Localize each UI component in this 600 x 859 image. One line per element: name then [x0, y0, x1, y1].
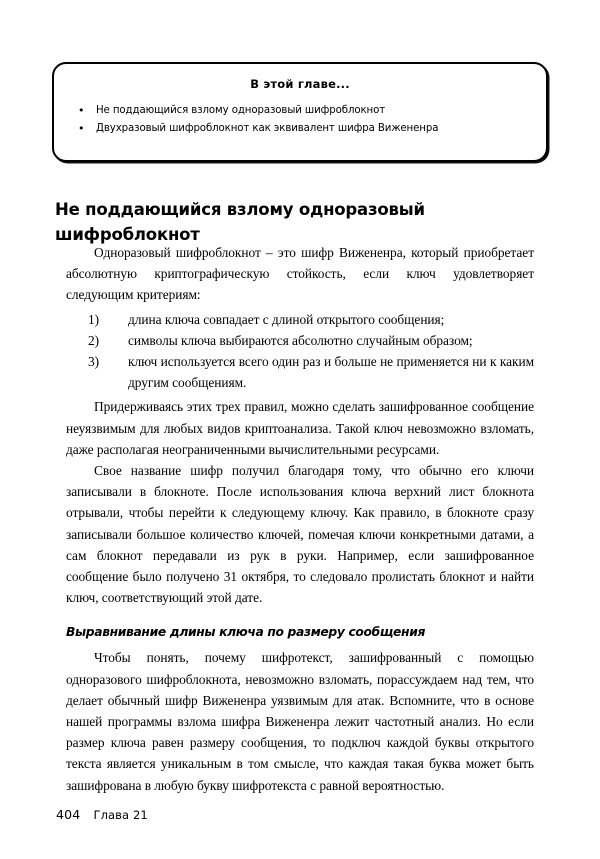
list-item [66, 351, 534, 393]
callout-title: В этой главе... [250, 77, 350, 91]
list-item [66, 309, 534, 330]
page-number: 404 [56, 807, 81, 822]
bullet-icon: • [78, 104, 85, 117]
list-marker: 3) [88, 354, 100, 370]
page-title: Не поддающийся взлому одноразовый шифроблокнот [55, 200, 425, 245]
list-item [78, 102, 546, 120]
list-item-label: символы ключа выбираются абсолютно случайным образом; [128, 332, 473, 348]
criteria-list [66, 309, 534, 394]
callout-topic-list [54, 102, 546, 138]
list-item-label: длина ключа совпадает с длиной открытого сообщения; [128, 311, 445, 327]
list-item-label: ключ используется всего один раз и больше не применяется ни к каким другим сообщениям. [128, 354, 534, 391]
chapter-callout-box [52, 62, 548, 162]
list-marker: 2) [88, 332, 100, 348]
subsection-heading: Выравнивание длины ключа по размеру сообщения [66, 625, 426, 640]
bullet-icon: • [78, 122, 85, 135]
callout-item-label: Не поддающийся взлому одноразовый шифроблокнот [96, 105, 386, 116]
paragraph-origin: Свое название шифр получил благодаря тому, что обычно его ключи записывали в блокноте. После использования ключа верхний лист блокнота отрывали, чтобы перейти к следующему ключу. Как правило, в блокноте сразу записывали большое количество ключей, помечая ключи конкретными датами, а сам блокнот передавали из рук в руки. Например, если зашифрованное сообщение было получено 31 октября, то следовало пролистать блокнот и найти ключ, соответствующий этой дате. [66, 463, 534, 606]
paragraph-after-list: Придерживаясь этих трех правил, можно сделать зашифрованное сообщение неуязвимым для любых видов криптоанализа. Такой ключ невозможно взломать, даже располагая неограниченными вычислительными ресурсами. [66, 399, 534, 457]
body-column [66, 242, 534, 796]
callout-item-label: Двухразовый шифроблокнот как эквивалент шифра Вижененра [96, 123, 439, 134]
page-footer [56, 807, 148, 822]
list-marker: 1) [88, 311, 100, 327]
list-item [66, 330, 534, 351]
paragraph-final: Чтобы понять, почему шифротекст, зашифрованный с помощью одноразового шифроблокнота, невозможно взломать, порассуждаем над тем, что делает обычный шифр Вижененра уязвимым для атак. Вспомните, что в основе нашей программы взлома шифра Вижененра лежит частотный анализ. Но если размер ключа равен размеру сообщения, то подключ каждой буквы открытого текста является уникальным в том смысле, что каждая такая буква может быть зашифрована в любую букву шифротекста с равной вероятностью. [66, 650, 534, 793]
paragraph-intro: Одноразовый шифроблокнот – это шифр Вижененра, который приобретает абсолютную криптографическую стойкость, если ключ удовлетворяет следующим критериям: [66, 245, 534, 303]
chapter-label: Глава 21 [93, 808, 148, 822]
list-item [78, 120, 546, 138]
